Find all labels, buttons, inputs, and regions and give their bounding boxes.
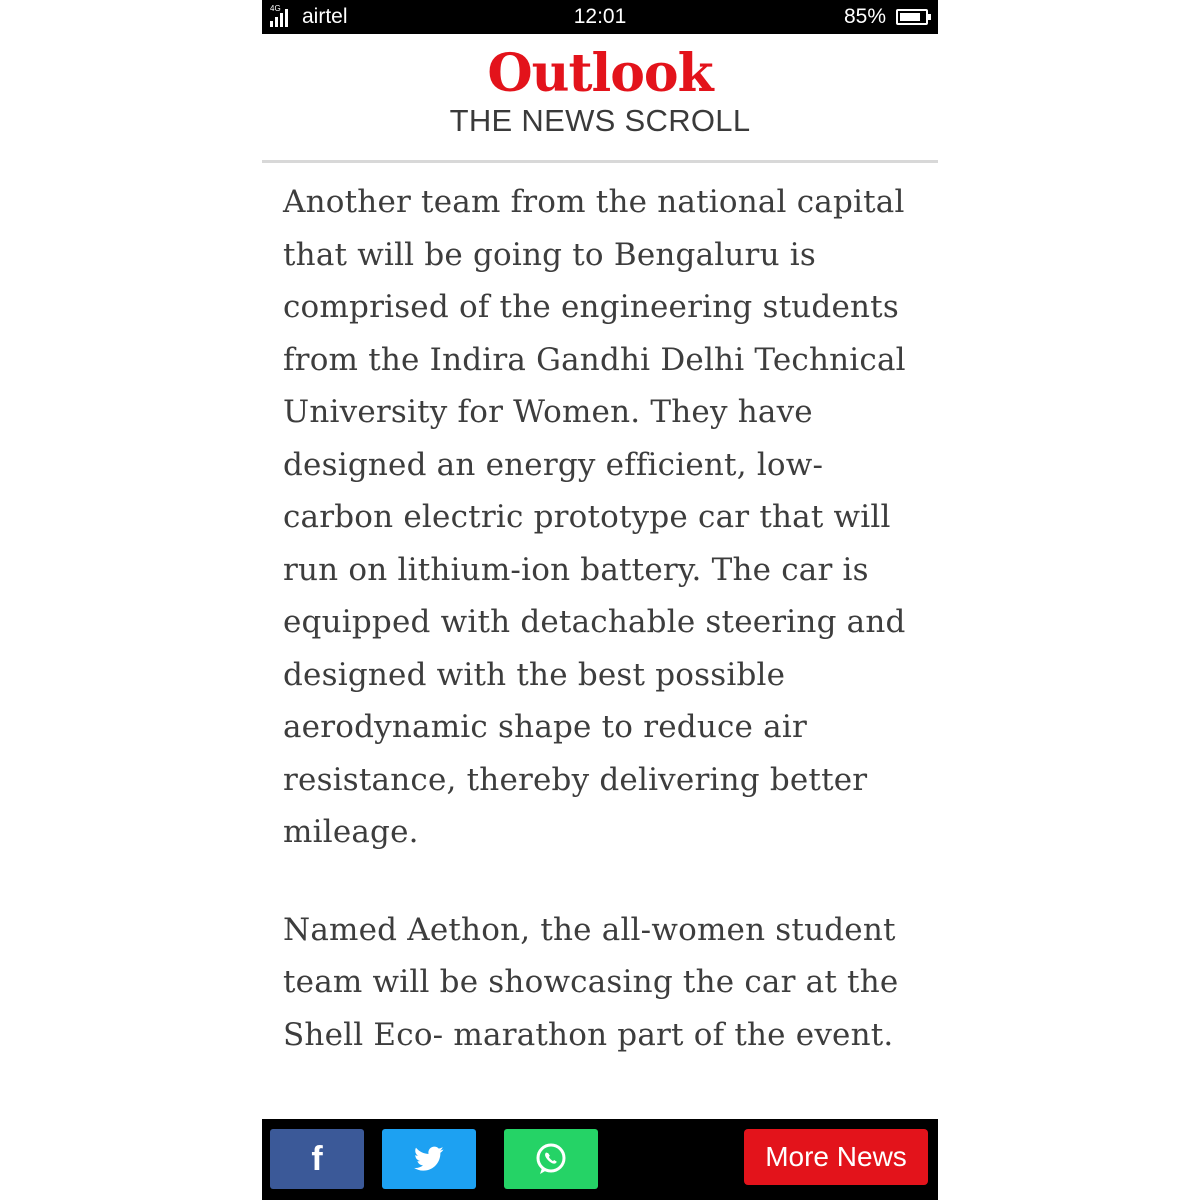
article-paragraph: Named Aethon, the all-women student team will be showcasing the car at the Shell Eco- marathon part of the event. bbox=[283, 911, 899, 1053]
network-type: 4G bbox=[270, 4, 281, 13]
more-news-button[interactable]: More News bbox=[744, 1129, 928, 1185]
site-header bbox=[262, 34, 938, 160]
twitter-share-button[interactable] bbox=[382, 1129, 476, 1189]
battery-percent: 85% bbox=[843, 5, 886, 28]
article-paragraph: Another team from the national capital that will be going to Bengaluru is comprised of the engineering students from the Indira Gandhi Delhi Technical University for Women. They have designed an energy efficient, low-carbon electric prototype car that will run on lithium-ion battery. The car is equipped with detachable steering and designed with the best possible aerodynamic shape to reduce air resistance, thereby delivering better mileage. bbox=[283, 184, 906, 850]
whatsapp-icon bbox=[533, 1141, 569, 1177]
battery-icon bbox=[896, 9, 928, 25]
carrier-name: airtel bbox=[302, 5, 348, 28]
status-right bbox=[844, 4, 928, 30]
whatsapp-share-button[interactable] bbox=[504, 1129, 598, 1189]
status-bar bbox=[262, 0, 938, 34]
article-body bbox=[283, 176, 923, 1106]
site-subtitle: THE NEWS SCROLL bbox=[449, 103, 751, 138]
phone-screen bbox=[262, 0, 938, 1200]
battery-fill bbox=[900, 13, 920, 21]
status-time: 12:01 bbox=[573, 5, 627, 28]
bottom-share-bar bbox=[262, 1119, 938, 1200]
outlook-logo[interactable]: Outlook bbox=[487, 43, 713, 104]
twitter-icon bbox=[414, 1146, 444, 1172]
header-divider bbox=[262, 160, 938, 163]
facebook-icon: f bbox=[311, 1139, 323, 1178]
facebook-share-button[interactable] bbox=[270, 1129, 364, 1189]
